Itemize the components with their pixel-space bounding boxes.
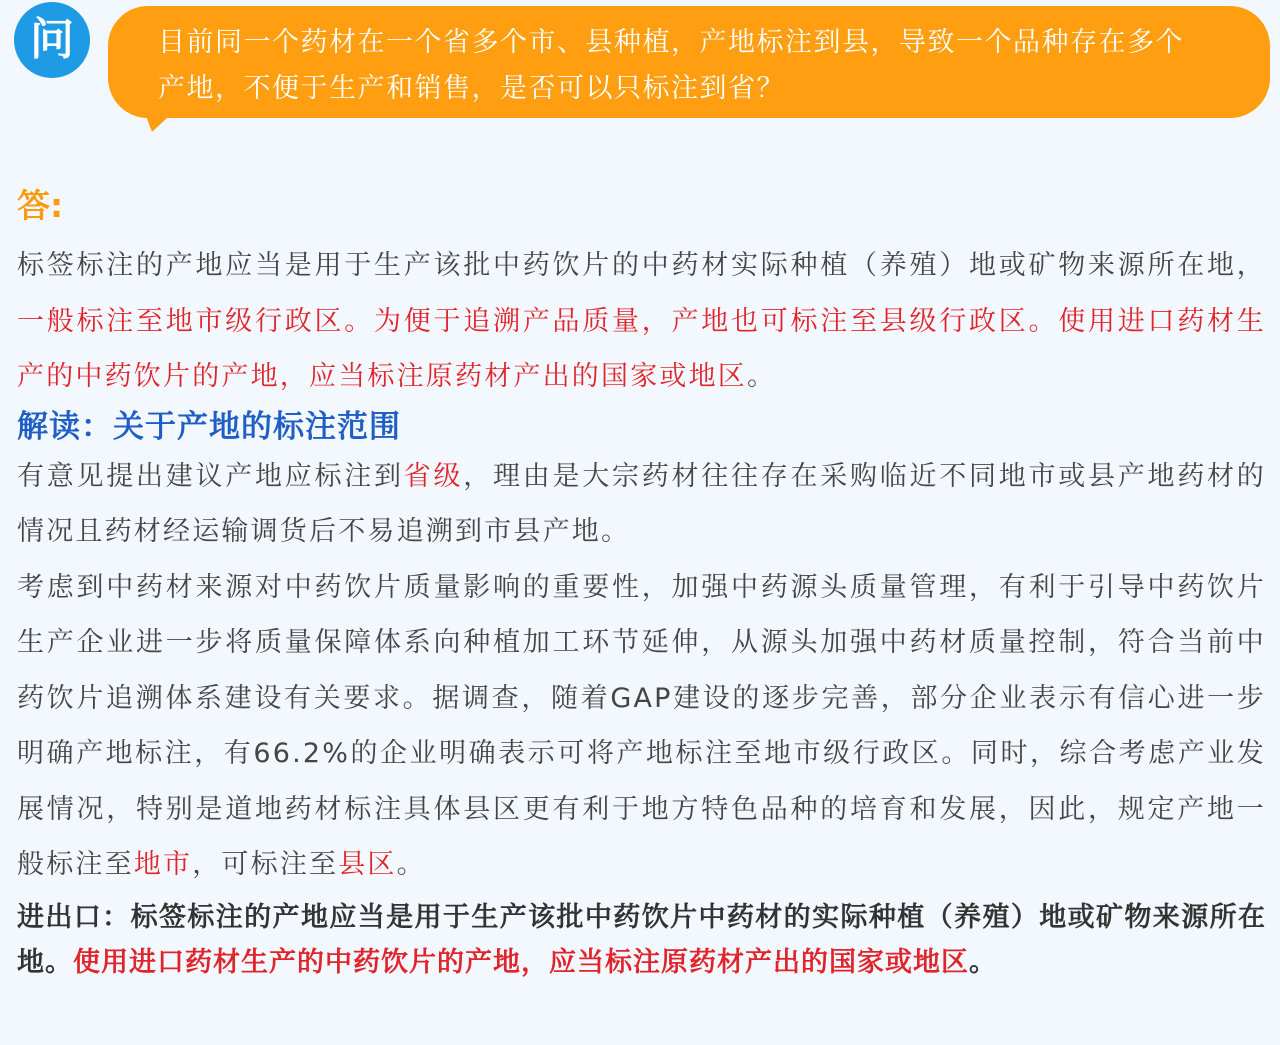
p3-highlight-city: 地市 [133, 849, 193, 880]
interpretation-heading: 解读：关于产地的标注范围 [17, 408, 401, 445]
p2-text-end: ，理由是大宗药材往往存在采购临近不同地市或县产地药材的情况且药材经运输调货后不易追溯到市县产地。 [17, 460, 1266, 547]
answer-text: 标签标注的产地应当是用于生产该批中药饮片的中药材实际种植（养殖）地或矿物来源所在地， [17, 250, 1266, 281]
p3-text-end: 。 [396, 849, 426, 880]
bubble-tail [140, 100, 186, 132]
p3-text-mid: ，可标注至 [192, 849, 339, 880]
interpretation-paragraph-2 [17, 560, 1266, 893]
answer-text-end: 。 [747, 361, 777, 392]
import-text: 进出口：标签标注的产地应当是用于生产该批中药饮片中药材的实际种植（养殖）地或矿物来源所在地。 [17, 901, 1266, 978]
p2-text: 有意见提出建议产地应标注到 [17, 460, 404, 492]
import-highlight: 使用进口药材生产的中药饮片的产地，应当标注原药材产出的国家或地区 [73, 947, 969, 978]
p2-highlight: 省级 [403, 460, 464, 492]
import-text-end: 。 [969, 947, 997, 978]
interpretation-paragraph-1 [17, 449, 1266, 560]
import-export-paragraph [17, 895, 1266, 986]
question-icon: 问 [14, 2, 90, 78]
answer-paragraph [17, 238, 1266, 405]
p3-highlight-county: 县区 [338, 849, 397, 880]
answer-heading: 答: [17, 186, 64, 225]
question-bubble [108, 6, 1270, 118]
p3-text: 考虑到中药材来源对中药饮片质量影响的重要性，加强中药源头质量管理，有利于引导中药饮片生产企业进一步将质量保障体系向种植加工环节延伸，从源头加强中药材质量控制，符合当前中药饮片追溯体系建设有关要求。据调查，随着GAP建设的逐步完善，部分企业表示有信心进一步明确产地标注，有66.2%的企业明确表示可将产地标注至地市级行政区。同时，综合考虑产业发展情况，特别是道地药材标注具体县区更有利于地方特色品种的培育和发展，因此，规定产地一般标注至 [17, 571, 1266, 880]
content-body [17, 238, 1266, 986]
answer-highlight: 一般标注至地市级行政区。为便于追溯产品质量，产地也可标注至县级行政区。使用进口药材生产的中药饮片的产地，应当标注原药材产出的国家或地区 [17, 305, 1266, 392]
question-text: 目前同一个药材在一个省多个市、县种植，产地标注到县，导致一个品种存在多个产地，不便于生产和销售，是否可以只标注到省？ [158, 27, 1184, 104]
